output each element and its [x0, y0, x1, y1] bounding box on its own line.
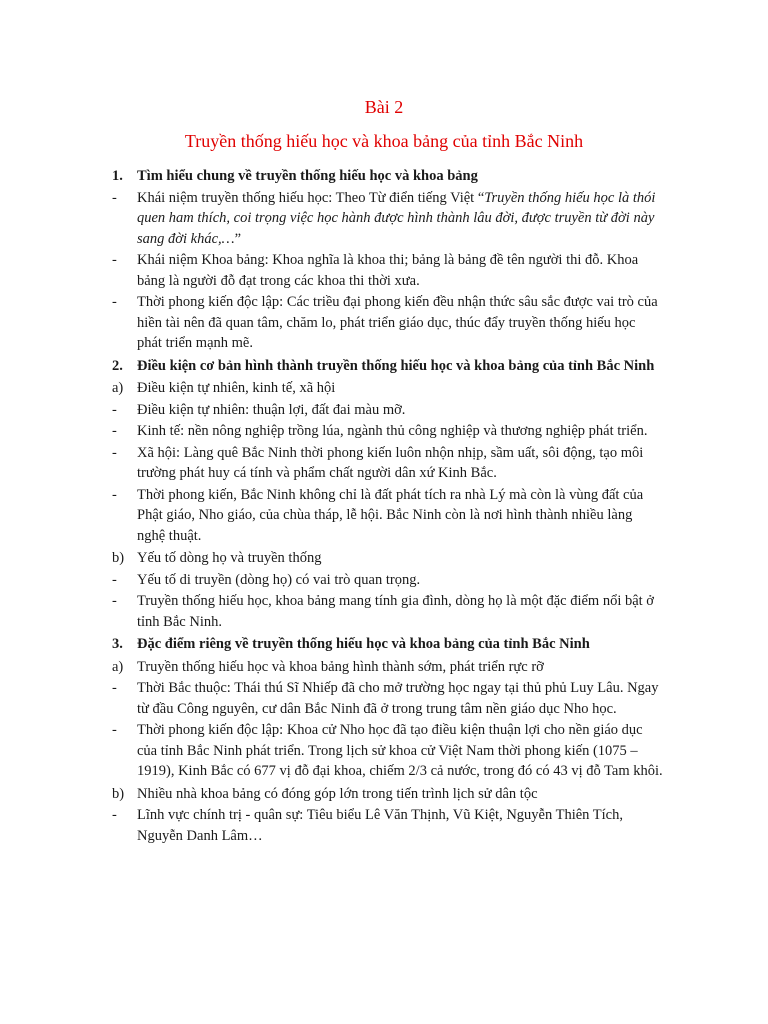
list-marker: a): [112, 658, 124, 675]
list-item: [112, 570, 664, 591]
list-item: [112, 678, 664, 719]
list-marker: -: [112, 486, 117, 503]
section-heading: [112, 166, 664, 187]
list-marker: -: [112, 807, 117, 823]
list-item-text: Khái niệm Khoa bảng: Khoa nghĩa là khoa thi; bảng là bảng đề tên người thi đỗ. Khoa bảng là người đỗ đạt trong các khoa thi thời xưa.: [137, 252, 639, 289]
document-body: [112, 164, 664, 846]
list-item-text: Nhiều nhà khoa bảng có đóng góp lớn trong tiến trình lịch sử dân tộc: [137, 785, 538, 802]
sub-heading: [112, 378, 664, 399]
list-item: [112, 443, 664, 484]
list-item-text: Truyền thống hiếu học và khoa bảng hình thành sớm, phát triển rực rỡ: [137, 658, 544, 675]
list-item-text: Yếu tố dòng họ và truyền thống: [137, 550, 322, 566]
list-item: [112, 485, 664, 547]
list-item: [112, 250, 664, 291]
list-item-text: Truyền thống hiếu học, khoa bảng mang tính gia đình, dòng họ là một đặc điểm nổi bật ở tỉnh Bắc Ninh.: [137, 593, 654, 630]
list-item-text: Thời phong kiến độc lập: Khoa cử Nho học đã tạo điều kiện thuận lợi cho nền giáo dục của tỉnh Bắc Ninh phát triển. Trong lịch sử khoa cử Việt Nam thời phong kiến (1075 – 1919), Kinh Bắc có 677 vị đỗ đại khoa, chiếm 2/3 cả nước, trong đó có 43 vị đỗ Tam khôi.: [137, 722, 663, 779]
list-item-text: Lĩnh vực chính trị - quân sự: Tiêu biểu Lê Văn Thịnh, Vũ Kiệt, Nguyễn Thiên Tích, Nguyễn Danh Lâm…: [137, 807, 623, 844]
list-item-text: Điều kiện tự nhiên, kinh tế, xã hội: [137, 380, 336, 396]
list-marker: -: [112, 571, 117, 588]
lesson-number: Bài 2: [364, 97, 404, 117]
list-item-text: Thời phong kiến độc lập: Các triều đại phong kiến đều nhận thức sâu sắc được vai trò của hiền tài nên đã quan tâm, chăm lo, phát triển giáo dục, thúc đẩy truyền thống hiếu học phát triển mạnh mẽ.: [137, 294, 658, 351]
list-item: [112, 421, 664, 442]
lesson-title: Truyền thống hiếu học và khoa bảng của tỉnh Bắc Ninh: [184, 131, 584, 151]
list-item-text: Khái niệm truyền thống hiếu học: Theo Từ điển tiếng Việt “Truyền thống hiếu học là thói quen ham thích, coi trọng việc học hành được hình thành lâu đời, được truyền từ đời này sang đời khác,…”: [137, 189, 656, 247]
section-heading-text: Đặc điểm riêng về truyền thống hiếu học và khoa bảng của tỉnh Bắc Ninh: [137, 636, 590, 652]
section-heading: [112, 634, 664, 655]
section-heading: [112, 356, 664, 377]
list-item: [112, 292, 664, 354]
list-item-text: Yếu tố di truyền (dòng họ) có vai trò quan trọng.: [137, 571, 421, 588]
list-item-text: Thời phong kiến, Bắc Ninh không chỉ là đất phát tích ra nhà Lý mà còn là vùng đất của Phật giáo, Nho giáo, của chùa tháp, lễ hội. Bắc Ninh còn là nơi hình thành nhiều làng nghệ thuật.: [137, 486, 644, 544]
section-heading-text: Tìm hiểu chung về truyền thống hiếu học và khoa bảng: [137, 168, 478, 184]
section-heading-text: Điều kiện cơ bản hình thành truyền thống hiếu học và khoa bảng của tỉnh Bắc Ninh: [137, 357, 655, 374]
sub-heading: [112, 548, 664, 569]
list-item: [112, 805, 664, 846]
section-number: 2.: [112, 357, 123, 374]
list-item-text: Xã hội: Làng quê Bắc Ninh thời phong kiến luôn nhộn nhịp, sầm uất, sôi động, tạo môi trường phát huy cá tính và phẩm chất người dân xứ Kinh Bắc.: [137, 444, 644, 481]
list-marker: -: [112, 189, 117, 206]
list-marker: b): [112, 785, 125, 802]
list-marker: a): [112, 380, 124, 396]
list-marker: -: [112, 444, 117, 461]
list-marker: -: [112, 401, 117, 418]
list-marker: -: [112, 680, 117, 696]
list-item-text: Kinh tế: nền nông nghiệp trồng lúa, ngành thủ công nghiệp và thương nghiệp phát triển.: [137, 423, 648, 439]
sub-heading: [112, 784, 664, 805]
list-marker: -: [112, 294, 117, 310]
list-item: [112, 720, 664, 782]
list-marker: -: [112, 593, 117, 609]
list-marker: b): [112, 550, 125, 566]
list-marker: -: [112, 252, 117, 268]
list-item: [112, 591, 664, 632]
section-number: 1.: [112, 168, 123, 184]
list-item-text: Thời Bắc thuộc: Thái thú Sĩ Nhiếp đã cho mở trường học ngay tại thủ phủ Luy Lâu. Ngay từ đầu Công nguyên, cư dân Bắc Ninh đã ở trong trung tâm nền giáo dục Nho học.: [137, 680, 659, 717]
list-item: [112, 400, 664, 421]
list-marker: -: [112, 722, 117, 738]
sub-heading: [112, 657, 664, 678]
list-item-text: Điều kiện tự nhiên: thuận lợi, đất đai màu mỡ.: [137, 401, 406, 418]
quoted-definition: Truyền thống hiếu học là thói quen ham thích, coi trọng việc học hành được hình thành lâu đời, được truyền từ đời này sang đời khác,…: [137, 189, 656, 247]
list-item: [112, 188, 664, 250]
list-marker: -: [112, 423, 117, 439]
section-number: 3.: [112, 636, 123, 652]
